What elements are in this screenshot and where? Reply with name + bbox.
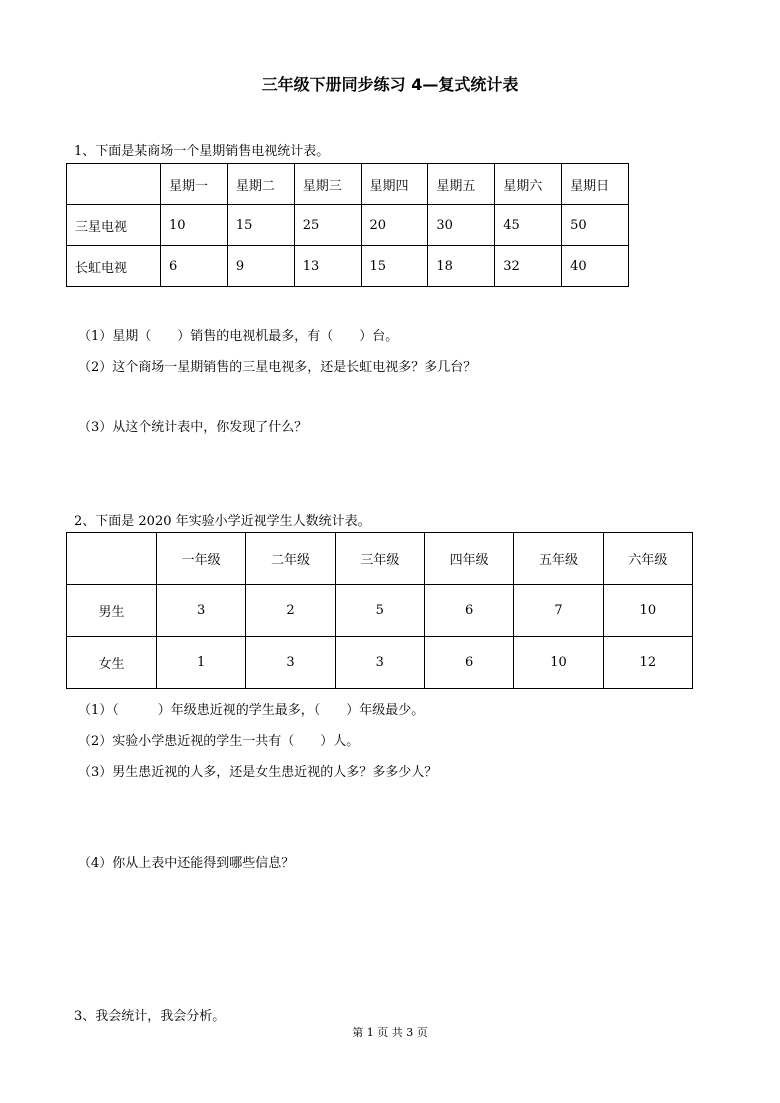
table-cell: 30 [428, 205, 495, 246]
table-cell: 18 [428, 246, 495, 287]
table-cell: 3 [335, 637, 424, 689]
table-cell: 6 [424, 637, 513, 689]
table-cell: 星期六 [495, 164, 562, 205]
table-cell: 15 [361, 246, 428, 287]
table-cell: 32 [495, 246, 562, 287]
table-cell: 15 [227, 205, 294, 246]
table-cell: 9 [227, 246, 294, 287]
tv-sales-table [66, 163, 629, 287]
table-cell: 13 [294, 246, 361, 287]
table-cell: 6 [424, 585, 513, 637]
table-cell: 长虹电视 [67, 246, 161, 287]
table-cell: 10 [161, 205, 228, 246]
table-header-row [67, 164, 629, 205]
table-cell: 45 [495, 205, 562, 246]
table-cell: 三星电视 [67, 205, 161, 246]
table-cell: 6 [161, 246, 228, 287]
table-cell: 5 [335, 585, 424, 637]
table-cell: 10 [603, 585, 692, 637]
table-cell: 男生 [67, 585, 157, 637]
table-cell: 12 [603, 637, 692, 689]
table-cell: 星期四 [361, 164, 428, 205]
q2-intro: 2、下面是 2020 年实验小学近视学生人数统计表。 [74, 514, 371, 529]
table-cell: 星期二 [227, 164, 294, 205]
table-cell: 女生 [67, 637, 157, 689]
q2-sub-4: （4）你从上表中还能得到哪些信息？ [78, 856, 295, 871]
page-title: 三年级下册同步练习 4—复式统计表 [261, 75, 519, 94]
q1-sub-2: （2）这个商场一星期销售的三星电视多，还是长虹电视多？多几台？ [78, 360, 477, 375]
table-cell: 三年级 [335, 533, 424, 585]
table-cell [67, 533, 157, 585]
table-cell: 星期日 [562, 164, 629, 205]
q1-intro: 1、下面是某商场一个星期销售电视统计表。 [74, 144, 330, 159]
table-cell: 25 [294, 205, 361, 246]
q1-sub-3: （3）从这个统计表中，你发现了什么？ [78, 420, 308, 435]
table-cell: 四年级 [424, 533, 513, 585]
table-cell: 20 [361, 205, 428, 246]
q3-intro: 3、我会统计，我会分析。 [74, 1009, 226, 1024]
table-header-row [67, 533, 693, 585]
table-cell: 40 [562, 246, 629, 287]
table-cell: 星期三 [294, 164, 361, 205]
q2-sub-3: （3）男生患近视的人多，还是女生患近视的人多？多多少人？ [78, 765, 438, 780]
table-cell: 7 [514, 585, 603, 637]
table-cell: 二年级 [246, 533, 335, 585]
table-cell [67, 164, 161, 205]
table-row [67, 246, 629, 287]
q1-sub-1: （1）星期（ ）销售的电视机最多，有（ ）台。 [78, 329, 399, 344]
table-cell: 一年级 [157, 533, 246, 585]
table-cell: 星期五 [428, 164, 495, 205]
myopia-table [66, 532, 693, 689]
table-row [67, 585, 693, 637]
table-cell: 3 [157, 585, 246, 637]
table-cell: 2 [246, 585, 335, 637]
table-cell: 五年级 [514, 533, 603, 585]
table-cell: 50 [562, 205, 629, 246]
page-footer: 第 1 页 共 3 页 [352, 1026, 428, 1039]
q2-sub-2: （2）实验小学患近视的学生一共有（ ）人。 [78, 734, 360, 749]
table-cell: 星期一 [161, 164, 228, 205]
table-cell: 10 [514, 637, 603, 689]
q2-sub-1: （1）（ ）年级患近视的学生最多，（ ）年级最少。 [78, 703, 425, 718]
table-cell: 1 [157, 637, 246, 689]
table-row [67, 637, 693, 689]
table-cell: 六年级 [603, 533, 692, 585]
table-row [67, 205, 629, 246]
table-cell: 3 [246, 637, 335, 689]
